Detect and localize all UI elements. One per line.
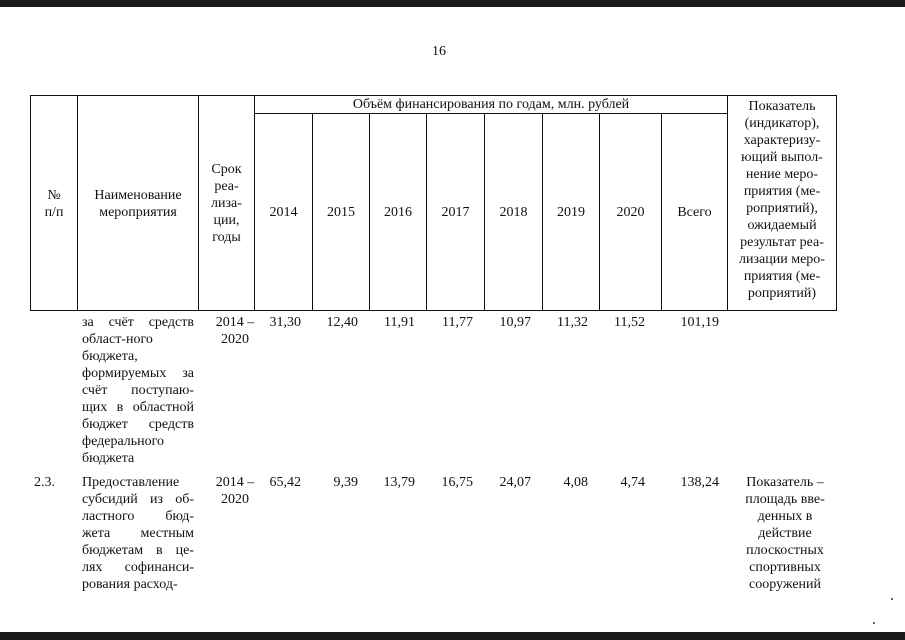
row-1-term: 2014 – 2020 — [215, 315, 255, 347]
row-1-value-2016: 11,91 — [384, 315, 415, 330]
header-year-2020: 2020 — [616, 205, 645, 220]
header-year-2016: 2016 — [384, 205, 412, 220]
row-1-name: за счёт средств област-ного бюджета, формируемых за счёт поступаю-щих в областной бюджет средств федерального бюджета — [82, 315, 194, 466]
scan-border-bottom — [0, 632, 905, 640]
header-indicator: Показатель (индикатор), характеризу- ющий выпол- нение меро- приятия (ме- роприятий), ожидаемый результат реа- лизации меро- приятия (ме- роприятий) — [739, 99, 825, 301]
row-2-value-2014: 65,42 — [269, 475, 301, 490]
row-1-value-2019: 11,32 — [557, 315, 588, 330]
header-total: Всего — [677, 205, 712, 220]
header-year-2015: 2015 — [327, 205, 355, 220]
row-2-indicator: Показатель – площадь вве- денных в действие плоскостных спортивных сооружений — [745, 475, 825, 592]
row-1-value-2018: 10,97 — [499, 315, 531, 330]
row-1-value-2020: 11,52 — [614, 315, 645, 330]
header-name: Наименование мероприятия — [94, 188, 182, 220]
scan-speck — [873, 622, 875, 624]
row-2-value-2017: 16,75 — [441, 475, 473, 490]
scan-speck — [891, 598, 893, 600]
row-2-value-2018: 24,07 — [499, 475, 531, 490]
header-year-2014: 2014 — [269, 205, 298, 220]
row-2-term: 2014 – 2020 — [215, 475, 255, 507]
row-2-total: 138,24 — [680, 475, 719, 490]
header-no: № п/п — [44, 188, 64, 220]
row-2-value-2016: 13,79 — [383, 475, 415, 490]
row-1-value-2014: 31,30 — [269, 315, 301, 330]
row-1-value-2015: 12,40 — [326, 315, 358, 330]
page-number: 16 — [432, 44, 446, 59]
row-2-name: Предоставление субсидий из об-ластного бюд-жета местным бюджетам в це-лях софинанси-рования расход- — [82, 475, 194, 592]
header-year-2019: 2019 — [557, 205, 585, 220]
row-1-total: 101,19 — [680, 315, 719, 330]
scan-border-top — [0, 0, 905, 7]
header-year-2018: 2018 — [499, 205, 528, 220]
header-financing: Объём финансирования по годам, млн. рублей — [352, 97, 630, 112]
header-term: Срок реа- лиза- ции, годы — [211, 162, 242, 245]
header-year-2017: 2017 — [441, 205, 470, 220]
row-2-no: 2.3. — [34, 475, 55, 490]
row-2-value-2020: 4,74 — [620, 475, 645, 490]
row-1-value-2017: 11,77 — [442, 315, 473, 330]
row-2-value-2019: 4,08 — [563, 475, 588, 490]
row-2-value-2015: 9,39 — [333, 475, 358, 490]
